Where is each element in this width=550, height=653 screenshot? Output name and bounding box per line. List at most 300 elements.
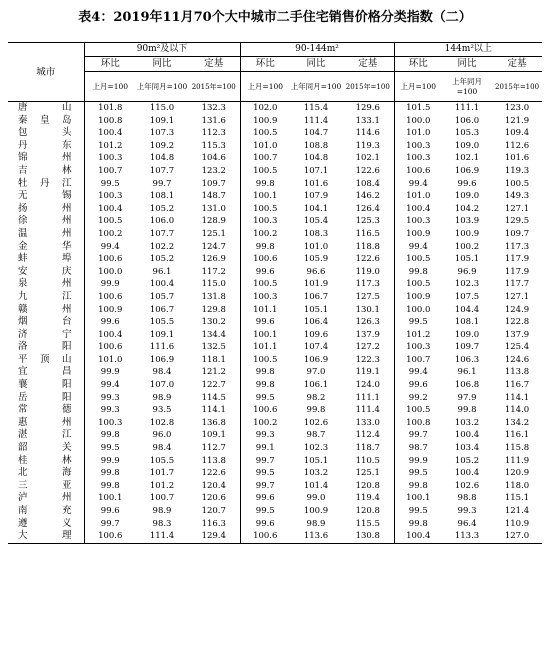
index-value-cell-fixed: 137.9 — [355, 329, 380, 340]
index-value-cell-fixed: 125.3 — [355, 216, 380, 227]
index-value-cell-mom: 99.6 — [240, 316, 290, 329]
index-value-cell-mom: 99.5 — [240, 505, 290, 518]
index-value-cell-mom: 101.2 — [98, 140, 123, 151]
index-value-cell-fixed: 131.0 — [201, 203, 226, 214]
index-value-cell-yoy: 96.1 — [152, 266, 172, 277]
index-value-cell-mom: 99.8 — [240, 178, 290, 191]
index-value-cell-mom: 100.8 — [98, 115, 123, 126]
index-value-cell-mom: 99.5 — [240, 392, 290, 405]
index-value-cell-yoy: 115.0 — [149, 103, 175, 113]
index-value-cell-mom: 99.7 — [240, 480, 290, 493]
table-row — [8, 102, 542, 115]
index-value-cell-mom: 99.8 — [100, 480, 120, 491]
index-value-cell-mom: 101.0 — [240, 140, 290, 153]
index-value-cell-fixed: 120.8 — [355, 480, 380, 491]
index-value-cell-mom: 100.7 — [240, 152, 290, 165]
city-name-cell: 秦皇岛 — [8, 115, 84, 128]
index-value-cell-yoy: 96.4 — [457, 518, 477, 529]
index-value-cell-fixed: 116.7 — [504, 380, 530, 391]
index-value-cell-yoy: 105.4 — [303, 216, 329, 227]
index-value-cell-yoy: 108.3 — [303, 228, 329, 239]
index-value-cell-fixed: 124.0 — [355, 380, 380, 391]
index-value-cell-mom: 100.6 — [240, 404, 290, 417]
index-value-cell-fixed: 118.7 — [355, 443, 380, 454]
index-value-cell-mom: 99.7 — [100, 518, 120, 529]
index-value-cell-yoy: 109.7 — [454, 342, 480, 353]
index-value-cell-mom: 100.6 — [240, 530, 290, 543]
index-value-cell-yoy: 99.3 — [457, 506, 477, 516]
index-value-cell-mom: 101.0 — [98, 354, 123, 365]
index-value-cell-mom: 100.4 — [98, 203, 123, 214]
index-value-cell-yoy: 97.9 — [457, 392, 477, 403]
index-value-cell-yoy: 115.4 — [303, 103, 329, 113]
index-value-cell-yoy: 100.9 — [303, 506, 329, 516]
city-name-cell: 韶关 — [8, 442, 84, 455]
index-value-cell-mom: 100.5 — [394, 253, 442, 266]
index-value-cell-mom: 100.5 — [240, 354, 290, 367]
index-value-cell-fixed: 129.8 — [201, 304, 226, 315]
index-value-cell-mom: 99.7 — [394, 429, 442, 442]
table-row — [8, 429, 542, 442]
index-value-cell-yoy: 99.8 — [306, 405, 326, 416]
table-row — [8, 530, 542, 543]
table-row — [8, 165, 542, 178]
index-value-cell-fixed: 109.1 — [201, 430, 226, 441]
index-value-cell-yoy: 100.7 — [149, 493, 175, 504]
sub-header-yoy: 同比 — [290, 57, 342, 72]
index-value-cell-fixed: 149.3 — [504, 191, 530, 202]
city-name-cell: 北海 — [8, 467, 84, 480]
index-value-cell-fixed: 148.7 — [201, 191, 226, 202]
index-value-cell-fixed: 115.1 — [504, 493, 530, 504]
index-value-cell-yoy: 111.4 — [136, 530, 188, 543]
index-value-cell-yoy: 104.2 — [454, 203, 480, 214]
index-value-cell-fixed: 122.8 — [504, 317, 530, 328]
index-value-cell-yoy: 109.0 — [454, 140, 480, 151]
index-value-cell-yoy: 105.2 — [454, 455, 480, 466]
index-value-cell-yoy: 109.1 — [149, 329, 175, 340]
index-value-cell-yoy: 105.2 — [149, 254, 175, 265]
table-row — [8, 480, 542, 493]
group-header-small: 90m²及以下 — [84, 43, 240, 57]
index-value-cell-yoy: 106.9 — [303, 354, 329, 365]
index-value-cell-fixed: 112.4 — [355, 430, 380, 441]
table-row — [8, 417, 542, 430]
index-value-cell-fixed: 119.0 — [355, 266, 380, 277]
header-group-row — [8, 43, 542, 57]
city-name-cell: 包头 — [8, 127, 84, 140]
index-value-cell-yoy: 109.0 — [454, 329, 480, 340]
index-value-cell-mom: 99.6 — [240, 518, 290, 531]
index-value-cell-mom: 100.6 — [84, 530, 136, 543]
index-value-cell-fixed: 114.5 — [201, 392, 226, 403]
index-value-cell-mom: 99.8 — [394, 266, 442, 279]
index-value-cell-mom: 100.6 — [240, 253, 290, 266]
city-name-cell: 宜昌 — [8, 366, 84, 379]
index-value-cell-yoy: 98.9 — [152, 506, 172, 516]
index-value-cell-yoy: 105.7 — [149, 291, 175, 302]
city-name-cell: 温州 — [8, 228, 84, 241]
city-name-cell: 泉州 — [8, 278, 84, 291]
index-value-cell-fixed: 122.6 — [355, 254, 380, 265]
city-name-cell: 蚌埠 — [8, 253, 84, 266]
index-value-cell-mom: 100.2 — [98, 228, 123, 239]
index-value-cell-fixed: 114.0 — [504, 405, 530, 416]
index-value-cell-mom: 100.2 — [240, 228, 290, 241]
index-value-cell-mom: 100.5 — [240, 165, 290, 178]
index-value-cell-mom: 99.3 — [100, 392, 120, 403]
index-value-cell-yoy: 105.1 — [454, 254, 480, 265]
index-value-cell-mom: 99.2 — [394, 392, 442, 405]
index-value-cell-fixed: 111.9 — [504, 455, 530, 466]
index-value-cell-mom: 100.1 — [394, 492, 442, 505]
index-value-cell-yoy: 104.1 — [303, 203, 329, 214]
index-value-cell-yoy: 99.8 — [457, 405, 477, 416]
base-label-mom: 上月=100 — [84, 72, 136, 102]
index-value-cell-fixed: 124.7 — [201, 241, 226, 252]
sub-header-mom: 环比 — [240, 57, 290, 72]
index-value-cell-fixed: 134.2 — [504, 417, 530, 428]
index-value-cell-mom: 100.9 — [394, 291, 442, 304]
index-value-cell-yoy: 101.7 — [149, 468, 175, 479]
table-row — [8, 341, 542, 354]
index-value-cell-yoy: 99.0 — [306, 493, 326, 504]
index-value-cell-fixed: 125.1 — [355, 468, 380, 479]
index-value-cell-mom: 99.1 — [240, 442, 290, 455]
index-value-cell-yoy: 102.6 — [454, 480, 480, 491]
index-value-cell-fixed: 120.8 — [355, 506, 380, 516]
index-value-cell-fixed: 129.6 — [355, 103, 380, 113]
index-value-cell-yoy: 105.1 — [303, 304, 329, 315]
index-value-cell-fixed: 127.0 — [492, 530, 542, 543]
index-value-cell-mom: 100.5 — [98, 216, 123, 227]
sub-header-mom: 环比 — [394, 57, 442, 72]
index-value-cell-yoy: 101.9 — [303, 279, 329, 290]
index-value-cell-yoy: 109.0 — [454, 191, 480, 202]
index-value-cell-fixed: 122.6 — [201, 468, 226, 479]
index-value-cell-fixed: 122.6 — [355, 165, 380, 176]
index-value-cell-yoy: 109.1 — [149, 115, 175, 126]
index-value-cell-fixed: 117.9 — [504, 266, 530, 277]
index-value-cell-mom: 99.8 — [240, 241, 290, 254]
table-row — [8, 404, 542, 417]
base-label-fixed: 2015年=100 — [188, 72, 240, 102]
city-name-cell: 惠州 — [8, 417, 84, 430]
index-value-cell-mom: 100.3 — [98, 417, 123, 428]
index-value-cell-mom: 99.5 — [240, 467, 290, 480]
index-value-cell-mom: 100.0 — [394, 115, 442, 128]
index-value-cell-mom: 100.4 — [394, 203, 442, 216]
city-name-cell: 丹东 — [8, 140, 84, 153]
index-value-cell-yoy: 107.0 — [149, 380, 175, 391]
city-name-cell: 大理 — [8, 530, 84, 543]
table-title: 表4：2019年11月70个大中城市二手住宅销售价格分类指数（二） — [78, 10, 472, 25]
index-value-cell-fixed: 131.6 — [201, 115, 226, 126]
index-value-cell-fixed: 112.6 — [504, 140, 530, 151]
header-base-row — [8, 72, 542, 102]
index-value-cell-fixed: 126.3 — [355, 317, 380, 328]
city-name-cell: 常德 — [8, 404, 84, 417]
index-value-cell-yoy: 105.5 — [149, 455, 175, 466]
index-value-cell-yoy: 106.0 — [149, 216, 175, 227]
index-value-cell-fixed: 110.9 — [504, 518, 530, 529]
index-value-cell-fixed: 113.8 — [504, 367, 530, 378]
index-value-cell-fixed: 109.4 — [504, 128, 530, 139]
city-name-cell: 岳阳 — [8, 392, 84, 405]
index-value-cell-mom: 100.1 — [98, 493, 123, 504]
table-row — [8, 505, 542, 518]
index-value-cell-fixed: 120.6 — [201, 493, 226, 504]
table-row — [8, 366, 542, 379]
index-value-cell-fixed: 126.4 — [355, 203, 380, 214]
index-value-cell-yoy: 101.2 — [149, 480, 175, 491]
index-value-cell-fixed: 117.3 — [355, 279, 380, 290]
index-value-cell-fixed: 100.5 — [504, 178, 530, 189]
index-value-cell-mom: 100.6 — [394, 165, 442, 178]
index-value-cell-yoy: 106.9 — [454, 165, 480, 176]
index-value-cell-mom: 100.6 — [98, 342, 123, 353]
index-value-cell-yoy: 103.2 — [303, 468, 329, 479]
index-value-cell-yoy: 111.6 — [149, 342, 175, 353]
index-value-cell-mom: 100.7 — [98, 165, 123, 176]
index-value-cell-yoy: 107.3 — [149, 128, 175, 139]
index-value-cell-yoy: 102.3 — [303, 443, 329, 454]
index-value-cell-yoy: 105.5 — [149, 317, 175, 328]
index-value-cell-mom: 99.3 — [100, 405, 120, 416]
index-value-cell-fixed: 129.4 — [188, 530, 240, 543]
index-value-cell-yoy: 98.4 — [152, 367, 172, 378]
city-name-cell: 吉林 — [8, 165, 84, 178]
base-label-mom: 上月=100 — [394, 72, 442, 102]
index-value-cell-fixed: 104.6 — [201, 153, 226, 164]
index-value-cell-mom: 100.5 — [394, 404, 442, 417]
index-value-cell-fixed: 115.0 — [201, 279, 226, 290]
index-value-cell-yoy: 104.8 — [149, 153, 175, 164]
index-value-cell-fixed: 118.0 — [504, 480, 530, 491]
city-column-header: 城市 — [8, 43, 84, 102]
table-row — [8, 329, 542, 342]
index-value-cell-mom: 99.4 — [100, 380, 120, 391]
index-value-cell-mom: 99.6 — [100, 317, 120, 328]
index-value-cell-mom: 99.8 — [394, 480, 442, 493]
city-name-cell: 赣州 — [8, 304, 84, 317]
index-value-cell-fixed: 136.8 — [201, 417, 226, 428]
index-value-cell-yoy: 102.2 — [149, 241, 175, 252]
index-value-cell-mom: 100.5 — [240, 278, 290, 291]
index-value-cell-yoy: 103.9 — [454, 216, 480, 227]
index-value-cell-yoy: 98.8 — [457, 493, 477, 504]
table-row — [8, 278, 542, 291]
city-name-cell: 锦州 — [8, 152, 84, 165]
index-value-cell-mom: 100.9 — [240, 115, 290, 128]
index-value-cell-mom: 98.7 — [394, 442, 442, 455]
index-value-cell-mom: 100.6 — [98, 291, 123, 302]
index-value-cell-mom: 99.5 — [394, 505, 442, 518]
index-value-cell-yoy: 97.0 — [306, 367, 326, 378]
index-value-cell-mom: 99.5 — [394, 467, 442, 480]
index-value-cell-fixed: 123.2 — [201, 165, 226, 176]
table-row — [8, 492, 542, 505]
city-name-cell: 湛江 — [8, 429, 84, 442]
index-value-cell-yoy: 96.0 — [152, 430, 172, 441]
index-value-cell-yoy: 100.4 — [149, 279, 175, 290]
index-value-cell-yoy: 102.1 — [454, 153, 480, 164]
index-value-cell-mom: 100.9 — [98, 304, 123, 315]
index-value-cell-yoy: 113.3 — [442, 530, 492, 543]
index-value-cell-mom: 100.3 — [394, 140, 442, 153]
index-value-cell-yoy: 104.8 — [303, 153, 329, 164]
index-value-cell-fixed: 115.3 — [201, 140, 226, 151]
table-row — [8, 442, 542, 455]
index-value-cell-mom: 101.2 — [394, 329, 442, 342]
index-value-cell-fixed: 122.3 — [355, 354, 380, 365]
index-value-cell-yoy: 96.9 — [457, 266, 477, 277]
index-value-cell-mom: 99.6 — [100, 506, 120, 516]
index-value-cell-mom: 100.5 — [240, 127, 290, 140]
index-value-cell-fixed: 127.1 — [504, 291, 530, 302]
index-value-cell-yoy: 108.1 — [149, 191, 175, 202]
index-value-cell-fixed: 121.2 — [201, 367, 226, 378]
index-value-cell-fixed: 109.7 — [504, 228, 530, 239]
index-value-cell-yoy: 93.5 — [152, 405, 172, 416]
index-value-cell-fixed: 127.5 — [355, 291, 380, 302]
table-row — [8, 203, 542, 216]
index-value-cell-yoy: 101.0 — [303, 241, 329, 252]
index-value-cell-mom: 100.3 — [98, 153, 123, 164]
index-value-cell-fixed: 114.6 — [355, 128, 380, 139]
index-value-cell-fixed: 130.1 — [355, 304, 380, 315]
index-value-cell-fixed: 127.2 — [355, 342, 380, 353]
table-row — [8, 115, 542, 128]
index-value-cell-yoy: 106.9 — [149, 354, 175, 365]
index-value-cell-yoy: 106.3 — [454, 354, 480, 365]
index-value-cell-yoy: 106.8 — [454, 380, 480, 391]
index-value-cell-mom: 100.3 — [240, 215, 290, 228]
index-value-cell-fixed: 113.8 — [201, 455, 226, 466]
city-name-cell: 徐州 — [8, 215, 84, 228]
index-value-cell-mom: 100.9 — [394, 228, 442, 241]
index-value-cell-yoy: 98.4 — [152, 443, 172, 454]
index-value-cell-yoy: 111.1 — [454, 103, 480, 113]
index-value-cell-yoy: 105.2 — [149, 203, 175, 214]
table-row — [8, 140, 542, 153]
sub-header-yoy: 同比 — [136, 57, 188, 72]
index-value-cell-fixed: 109.7 — [201, 178, 226, 189]
index-value-cell-fixed: 122.7 — [201, 380, 226, 391]
index-value-cell-fixed: 137.9 — [504, 329, 530, 340]
index-value-cell-mom: 100.8 — [394, 417, 442, 430]
city-name-cell: 九江 — [8, 291, 84, 304]
city-name-cell: 济宁 — [8, 329, 84, 342]
index-value-cell-mom: 100.4 — [394, 530, 442, 543]
table-row — [8, 215, 542, 228]
index-value-cell-mom: 99.7 — [240, 455, 290, 468]
index-value-cell-yoy: 113.6 — [290, 530, 342, 543]
index-value-cell-yoy: 107.1 — [303, 165, 329, 176]
index-value-cell-yoy: 105.9 — [303, 254, 329, 265]
index-value-cell-mom: 100.0 — [394, 304, 442, 317]
index-value-cell-mom: 99.5 — [394, 316, 442, 329]
index-value-cell-mom: 99.6 — [240, 492, 290, 505]
index-value-cell-mom: 100.0 — [98, 266, 123, 277]
index-value-cell-yoy: 96.1 — [457, 367, 477, 378]
index-value-cell-yoy: 98.3 — [152, 518, 172, 529]
index-value-cell-fixed: 117.2 — [201, 266, 226, 277]
price-index-table — [8, 43, 542, 544]
index-value-cell-yoy: 111.4 — [303, 115, 329, 126]
index-value-cell-yoy: 98.7 — [306, 430, 326, 441]
table-row — [8, 354, 542, 367]
index-value-cell-fixed: 102.1 — [355, 153, 380, 164]
index-value-cell-yoy: 107.7 — [149, 228, 175, 239]
index-value-cell-mom: 100.3 — [98, 191, 123, 202]
index-value-cell-mom: 101.1 — [240, 341, 290, 354]
index-value-cell-yoy: 108.8 — [303, 140, 329, 151]
index-value-cell-yoy: 101.4 — [303, 480, 329, 491]
index-value-cell-yoy: 106.7 — [303, 291, 329, 302]
index-value-cell-fixed: 111.1 — [355, 392, 380, 403]
index-value-cell-mom: 99.5 — [100, 443, 120, 454]
index-value-cell-fixed: 108.4 — [355, 178, 380, 189]
city-name-cell: 三亚 — [8, 480, 84, 493]
table-row — [8, 304, 542, 317]
index-value-cell-fixed: 112.3 — [201, 128, 226, 139]
index-value-cell-yoy: 102.6 — [303, 417, 329, 428]
index-value-cell-fixed: 124.9 — [504, 304, 530, 315]
index-value-cell-fixed: 126.9 — [201, 254, 226, 265]
sub-header-fixed: 定基 — [342, 57, 394, 72]
index-value-cell-fixed: 117.3 — [504, 241, 530, 252]
index-value-cell-mom: 99.6 — [240, 266, 290, 279]
table-row — [8, 291, 542, 304]
index-value-cell-fixed: 132.5 — [201, 342, 226, 353]
index-value-cell-yoy: 103.4 — [454, 443, 480, 454]
index-value-cell-fixed: 116.5 — [355, 228, 380, 239]
index-value-cell-mom: 100.3 — [240, 291, 290, 304]
index-value-cell-mom: 100.2 — [240, 417, 290, 430]
index-value-cell-fixed: 120.4 — [201, 480, 226, 491]
index-value-cell-yoy: 105.3 — [454, 128, 480, 139]
index-value-cell-fixed: 132.3 — [201, 103, 226, 113]
index-value-cell-yoy: 100.9 — [454, 228, 480, 239]
header-sub-row — [8, 57, 542, 72]
index-value-cell-yoy: 101.6 — [303, 178, 329, 189]
index-value-cell-yoy: 106.4 — [303, 317, 329, 328]
index-value-cell-fixed: 115.8 — [504, 443, 530, 454]
index-value-cell-fixed: 133.1 — [355, 115, 380, 126]
table-body — [8, 102, 542, 544]
index-value-cell-fixed: 119.1 — [355, 367, 380, 378]
city-name-cell: 平顶山 — [8, 354, 84, 367]
city-name-cell: 桂林 — [8, 455, 84, 468]
index-value-cell-yoy: 96.6 — [306, 266, 326, 277]
index-value-cell-yoy: 107.9 — [303, 191, 329, 202]
city-name-cell: 南充 — [8, 505, 84, 518]
index-value-cell-mom: 99.5 — [100, 178, 120, 189]
index-value-cell-fixed: 131.8 — [201, 291, 226, 302]
table-row — [8, 518, 542, 531]
index-value-cell-fixed: 128.9 — [201, 216, 226, 227]
index-value-cell-fixed: 117.9 — [504, 254, 530, 265]
index-value-cell-yoy: 109.6 — [303, 329, 329, 340]
city-name-cell: 牡丹江 — [8, 178, 84, 191]
city-name-cell: 扬州 — [8, 203, 84, 216]
index-value-cell-mom: 101.8 — [98, 103, 123, 113]
sub-header-yoy: 同比 — [442, 57, 492, 72]
base-label-fixed: 2015年=100 — [492, 72, 542, 102]
table-row — [8, 467, 542, 480]
table-row — [8, 392, 542, 405]
